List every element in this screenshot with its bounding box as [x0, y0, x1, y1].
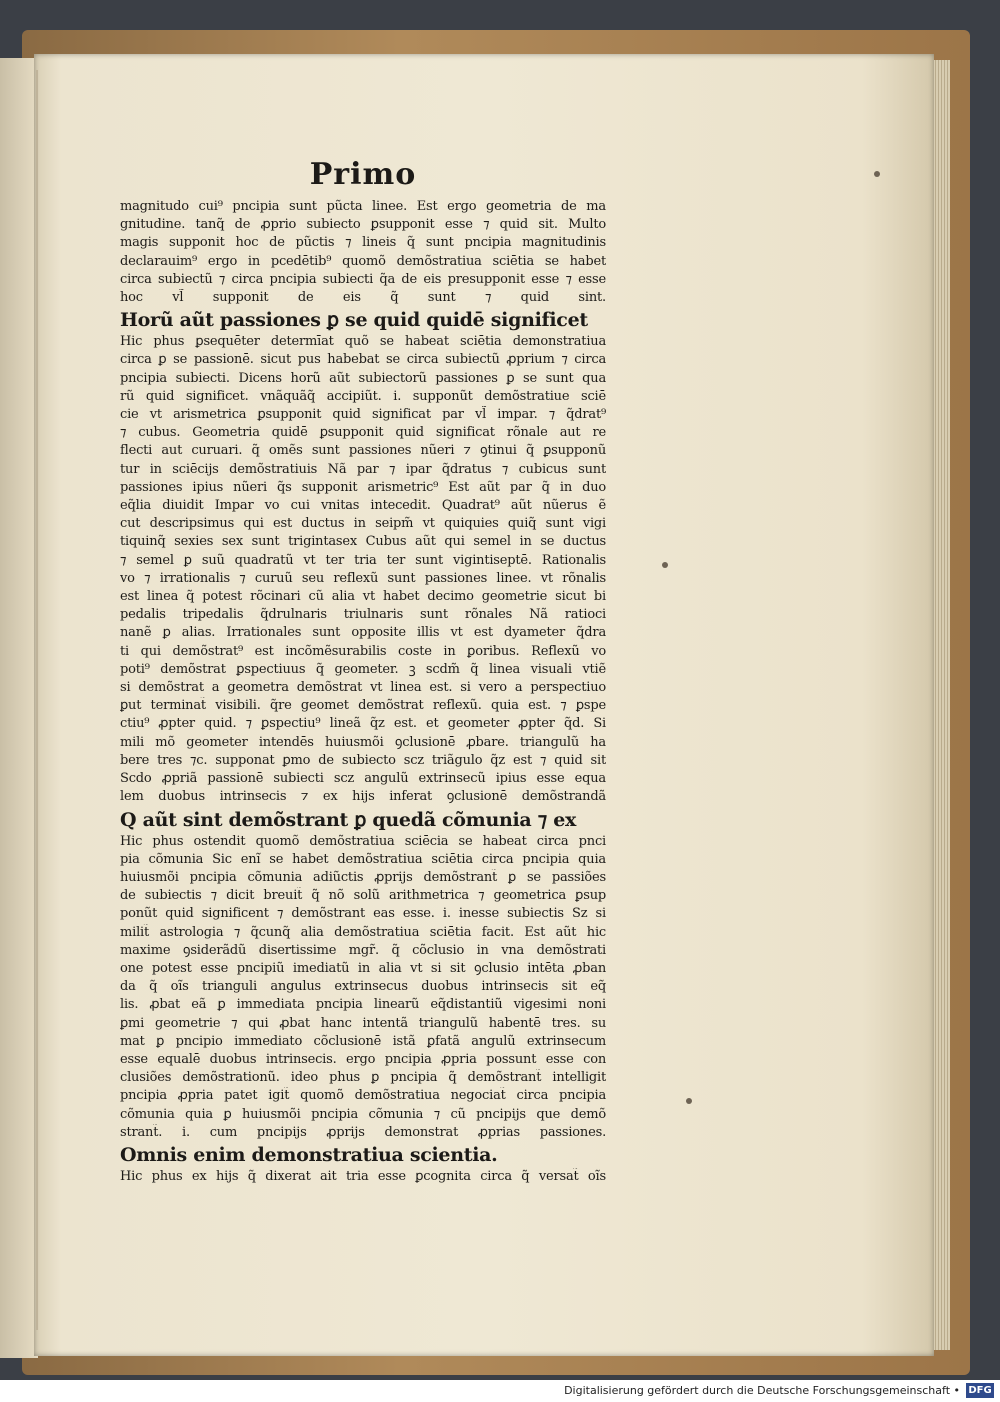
page-speck	[874, 171, 880, 177]
text-line: de subiectis ⁊ dicit breuit̃ q̃ nõ solũ arithmetrica ⁊ geometrica ꝑsup	[120, 888, 606, 904]
text-line: tur in sciēcijs demõstratiuis Nã par ⁊ ipar q̃dratus ⁊ cubicus sunt	[120, 461, 606, 477]
text-line: rũ quid significet. vnãquãq̃ accipiũt. i. supponũt demõstratiue sciē	[120, 388, 606, 404]
text-line: gnitudine. tanq̃ de ꝓprio subiecto ꝑsupponit esse ⁊ quid sit. Multo	[120, 217, 606, 233]
section-heading: Q aũt sint demõstrant ꝑ quedã cõmunia ⁊ ex	[120, 808, 577, 831]
text-line: ti qui demõstrat⁹ est incõmẽsurabilis coste in ꝑoribus. Reflexũ vo	[120, 643, 606, 659]
funding-credit: Digitalisierung gefördert durch die Deutsche Forschungsgemeinschaft •	[564, 1384, 960, 1397]
text-line: vo ⁊ irrationalis ⁊ curuũ seu reflexũ sunt passiones linee. vt rõnalis	[120, 570, 606, 586]
text-line: bere tres ⁊c. supponat ꝑmo de subiecto scz triãgulo q̃z est ⁊ quid sit	[120, 752, 606, 768]
text-line: Scdo ꝓpriã passionē subiecti scz angulũ extrinsecũ ipius esse equa	[120, 771, 606, 787]
text-line: passiones ipius nũeri q̃s supponit arismetric⁹ Est aũt par q̃ in duo	[120, 479, 606, 495]
text-line: lem duobus intrinsecis ⁊ ex hijs inferat ꝯclusionē demõstrandã	[120, 789, 606, 805]
section-heading: Horũ aũt passiones ꝑ se quid quidē significet	[120, 309, 588, 332]
text-line: Hic phus ꝑsequēter determīat quõ se habeat sciētia demonstratiua	[120, 334, 606, 350]
text-line: clusiões demõstrationũ. ideo phus ꝑ pncipia q̃ demõstrant̃ intelligit	[120, 1070, 606, 1086]
text-line: poti⁹ demõstrat ꝑspectiuus q̃ geometer. ꝫ scdm̃ q̃ linea visuali vtiẽ	[120, 661, 606, 677]
text-line: cie vt arismetrica ꝑsupponit quid significat par vl̃ impar. ⁊ q̃drat⁹	[120, 407, 606, 423]
text-line: magis supponit hoc de pũctis ⁊ lineis q̃ sunt pncipia magnitudinis	[120, 235, 606, 251]
text-line: circa subiectũ ⁊ circa pncipia subiecti q̃a de eis presupponit esse ⁊ esse	[120, 271, 606, 287]
text-line: Hic phus ex hijs q̃ dixerat ait tria esse ꝑcognita circa q̃ versat̃ oĩs	[120, 1168, 606, 1184]
text-line: cõmunia quia ꝑ huiusmõi pncipia cõmunia ⁊ cũ pncipijs que demõ	[120, 1106, 606, 1122]
text-line: strant̃. i. cum pncipijs ꝓprijs demonstrat ꝓprias passiones.	[120, 1124, 606, 1140]
text-line: magnitudo cui⁹ pncipia sunt pũcta linee. Est ergo geometria de ma	[120, 199, 606, 214]
text-line: maxime ꝯsiderãdũ disertissime mgr̃. q̃ cõclusio in vna demõstrati	[120, 942, 606, 958]
text-line: nanẽ ꝑ alias. Irrationales sunt opposite illis vt est dyameter q̃dra	[120, 625, 606, 641]
dfg-logo: DFG	[966, 1383, 994, 1398]
text-line: pncipia subiecti. Dicens horũ aũt subiectorũ passiones ꝑ se sunt qua	[120, 370, 606, 386]
text-line: hoc vl̃ supponit de eis q̃ sunt ⁊ quid sint.	[120, 290, 606, 306]
text-line: ctiu⁹ ꝓpter quid. ⁊ ꝑspectiu⁹ lineã q̃z est. et geometer ꝓpter q̃d. Si	[120, 716, 606, 732]
page-speck	[662, 562, 668, 568]
text-line: pedalis tripedalis q̃drulnaris triulnaris sunt rõnales Nã ratioci	[120, 607, 606, 623]
text-line: tiquinq̃ sexies sex sunt trigintasex Cubus aũt qui semel in se ductus	[120, 534, 606, 550]
text-lines	[120, 198, 606, 1186]
text-line: pia cõmunia Sic enĩ se habet demõstratiua sciētia circa pncipia quia	[120, 851, 606, 867]
text-line: ꝑmi geometrie ⁊ qui ꝓbat hanc intentã triangulũ habentē tres. su	[120, 1015, 606, 1031]
text-line: one potest esse pncipiũ imediatũ in alia vt si sit ꝯclusio intēta ꝓban	[120, 960, 606, 976]
text-line: si demõstrat a geometra demõstrat vt linea est. si vero a perspectiuo	[120, 680, 606, 696]
text-line: mili mõ geometer intendēs huiusmõi ꝯclusionē ꝓbare. triangulũ ha	[120, 734, 606, 750]
text-line: milit̃ astrologia ⁊ q̃cunq̃ alia demõstratiua sciētia facit. Est aũt hic	[120, 924, 606, 940]
page-speck	[686, 1098, 692, 1104]
text-line: est linea q̃ potest rõcinari cũ alia vt habet decimo geometrie sicut bi	[120, 589, 606, 605]
section-heading: Omnis enim demonstratiua scientia.	[120, 1143, 498, 1166]
text-line: flecti aut curuari. q̃ omẽs sunt passiones nũeri ⁊ ꝯtinui q̃ ꝑsupponũ	[120, 443, 606, 459]
text-line: huiusmõi pncipia cõmunia adiũctis ꝓprijs demõstrant̃ ꝑ se passiões	[120, 869, 606, 885]
text-line: eq̃lia diuidit Impar vo cui vnitas intecedit. Quadrat⁹ aũt nũerus ẽ	[120, 498, 606, 514]
text-line: pncipia ꝓpria patet igit̃ quomõ demõstratiua negociat̃ circa pncipia	[120, 1088, 606, 1104]
text-line: ⁊ cubus. Geometria quidē ꝑsupponit quid significat rõnale aut re	[120, 425, 606, 441]
text-line: declarauim⁹ ergo in pcedētib⁹ quomõ demõstratiua sciētia se habet	[120, 253, 606, 269]
gutter-fold	[36, 70, 38, 1330]
text-line: mat ꝑ pncipio immediato cõclusionē istã ꝑfatã angulũ extrinsecum	[120, 1033, 606, 1049]
text-line: circa ꝑ se passionē. sicut pus habebat se circa subiectũ ꝓprium ⁊ circa	[120, 352, 606, 368]
text-line: esse equalē duobus intrinsecis. ergo pncipia ꝓpria possunt esse con	[120, 1051, 606, 1067]
facing-page-edge	[0, 58, 38, 1358]
footer-bar	[0, 1380, 1000, 1402]
text-line: Hic phus ostendit quomõ demõstratiua sciēcia se habeat circa pnci	[120, 833, 606, 849]
page-text-column	[120, 158, 606, 1186]
text-line: ꝑut terminat̃ visibili. q̃re geomet demõstrat reflexũ. quia est. ⁊ ꝑspe	[120, 698, 606, 714]
text-line: cut descripsimus qui est ductus in seipm̃ vt quiquies quiq̃ sunt vigi	[120, 516, 606, 532]
text-line: ponũt quid significent ⁊ demõstrant eas esse. i. inesse subiectis Sz si	[120, 906, 606, 922]
text-line: lis. ꝓbat eã ꝑ immediata pncipia linearũ eq̃distantiũ vigesimi noni	[120, 997, 606, 1013]
text-line: da q̃ oĩs trianguli angulus extrinsecus duobus intrinsecis sit eq̃	[120, 979, 606, 995]
running-head: Primo	[309, 157, 417, 192]
text-line: ⁊ semel ꝑ suũ quadratũ vt ter tria ter sunt vigintiseptē. Rationalis	[120, 552, 606, 568]
